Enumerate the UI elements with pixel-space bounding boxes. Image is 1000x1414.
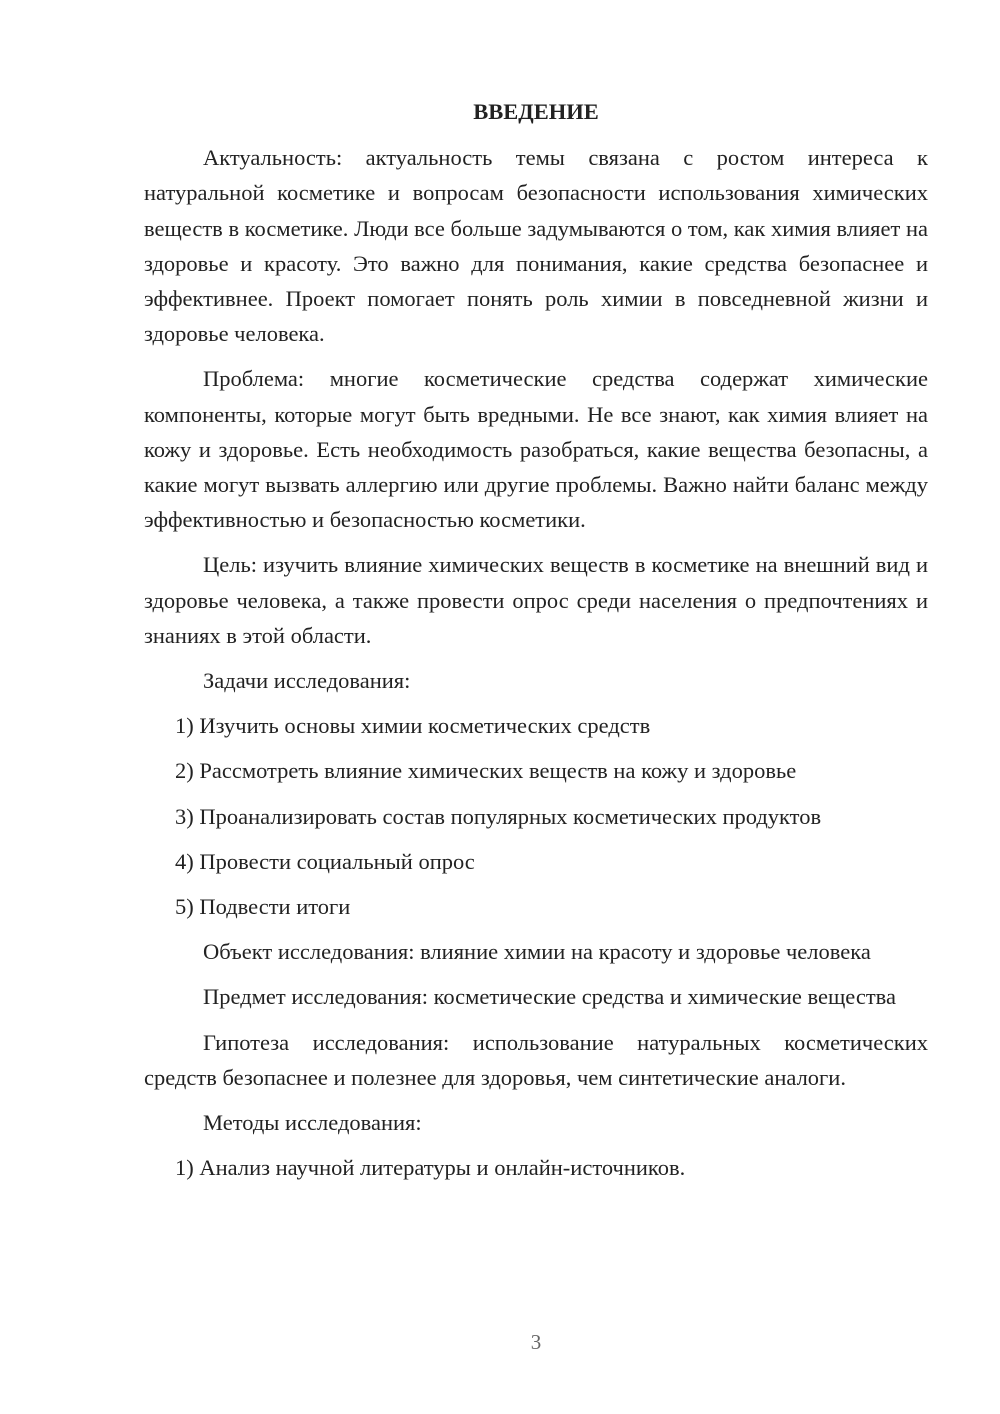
section-title: ВВЕДЕНИЕ — [473, 99, 599, 124]
document-body — [144, 94, 928, 1195]
object-paragraph: Объект исследования: влияние химии на красоту и здоровье человека — [203, 939, 871, 965]
methods-heading: Методы исследования: — [203, 1110, 422, 1136]
subject-paragraph: Предмет исследования: косметические средства и химические вещества — [203, 984, 896, 1010]
hypothesis-paragraph: Гипотеза исследования: использование натуральных косметических средств безопаснее и полезнее для здоровья, чем синтетические аналоги. — [144, 1029, 928, 1090]
method-item: 1) Анализ научной литературы и онлайн-источников. — [175, 1155, 686, 1181]
task-item: 4) Провести социальный опрос — [175, 848, 475, 874]
problem-paragraph: Проблема: многие косметические средства содержат химические компоненты, которые могут быть вредными. Не все знают, как химия влияет на кожу и здоровье. Есть необходимость разобраться, какие вещества безопасны, а какие могут вызвать аллергию или другие проблемы. Важно найти баланс между эффективностью и безопасностью косметики. — [144, 366, 928, 533]
goal-paragraph: Цель: изучить влияние химических веществ в косметике на внешний вид и здоровье человека, а также провести опрос среди населения о предпочтениях и знаниях в этой области. — [144, 552, 928, 648]
task-item: 1) Изучить основы химии косметических средств — [175, 713, 651, 739]
relevance-paragraph: Актуальность: актуальность темы связана с ростом интереса к натуральной косметике и вопросам безопасности использования химических веществ в косметике. Люди все больше задумываются о том, как химия влияет на здоровье и красоту. Это важно для понимания, какие средства безопаснее и эффективнее. Проект помогает понять роль химии в повседневной жизни и здоровье человека. — [144, 145, 928, 347]
tasks-heading: Задачи исследования: — [203, 668, 411, 694]
task-item: 2) Рассмотреть влияние химических веществ на кожу и здоровье — [175, 758, 797, 784]
task-item: 3) Проанализировать состав популярных косметических продуктов — [175, 803, 822, 829]
page-number: 3 — [530, 1330, 542, 1354]
task-item: 5) Подвести итоги — [175, 894, 351, 920]
